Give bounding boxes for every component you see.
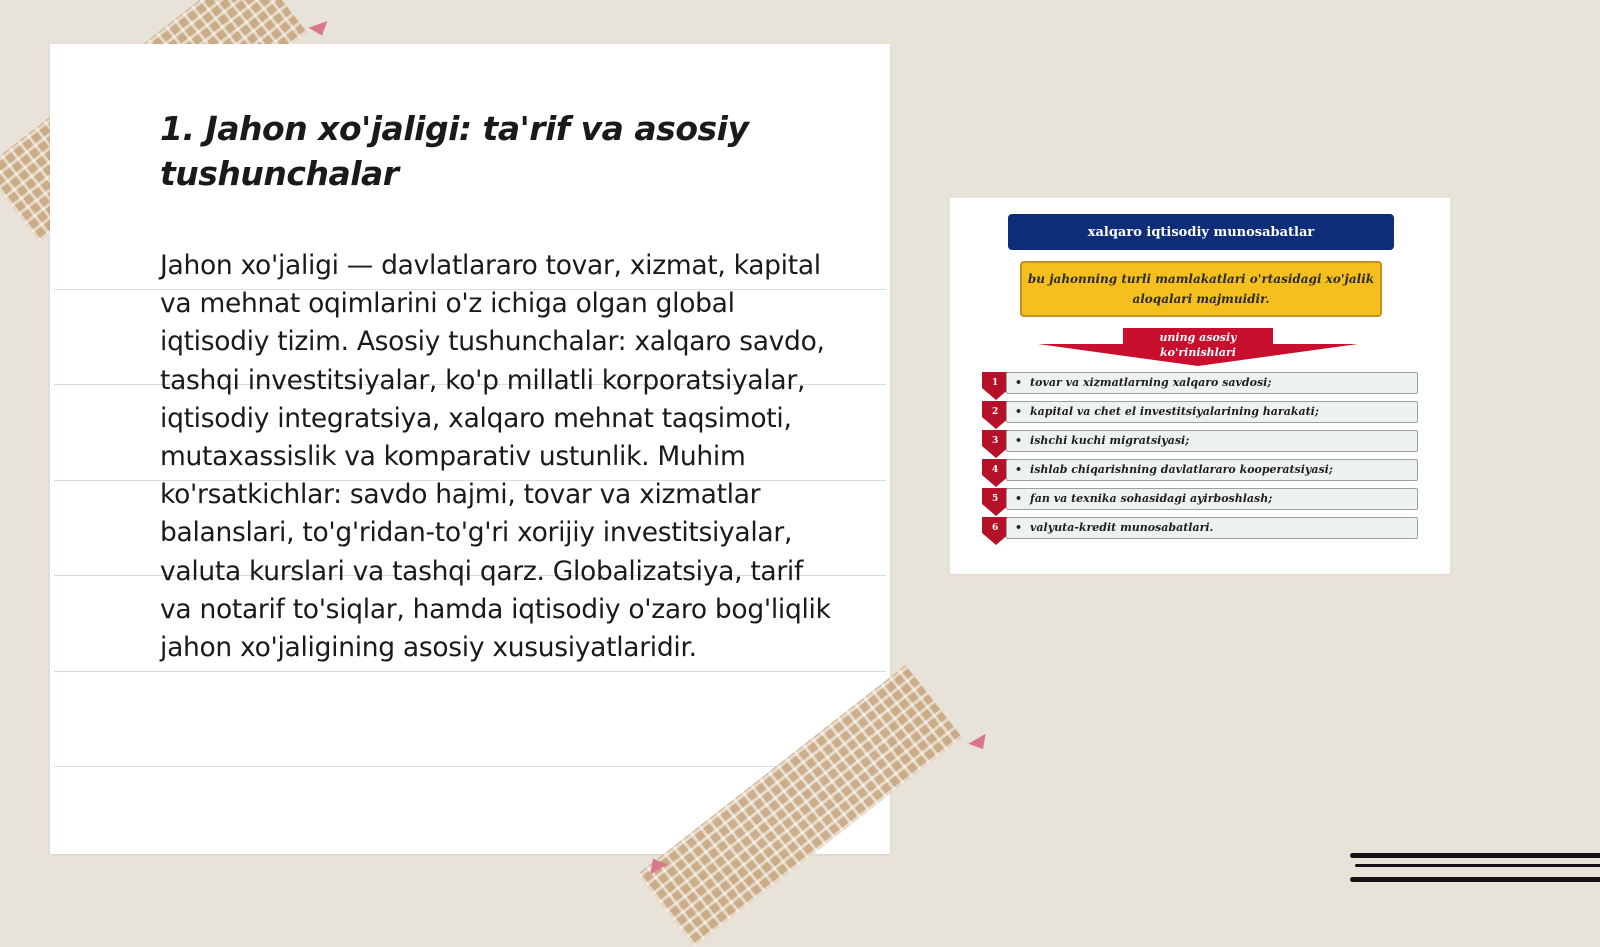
item-box [1006,517,1418,539]
diagram-list-item [982,372,1418,396]
diagram-image [950,198,1450,574]
item-text: tovar va xizmatlarning xalqaro savdosi; [1030,376,1272,389]
brush-stroke [1355,864,1600,867]
bullet-icon: • [1015,463,1023,476]
item-box [1006,459,1418,481]
item-text: fan va texnika sohasidagi ayirboshlash; [1030,492,1273,505]
diagram-arrow-label: uning asosiy ko'rinishlari [1159,331,1237,359]
pin-top [309,21,332,39]
bullet-icon: • [1015,376,1023,389]
item-number: 6 [992,523,999,533]
brush-stroke [1350,853,1600,858]
item-box [1006,401,1418,423]
ruled-line [54,766,886,767]
item-number: 5 [992,494,999,504]
item-number: 4 [992,465,999,475]
diagram-definition: bu jahonning turli mamlakatlari o'rtasidagi xo'jalik aloqalari majmuidir. [1020,261,1382,317]
diagram-list-item [982,430,1418,454]
diagram-list-item [982,401,1418,425]
diagram-list-item [982,488,1418,512]
slide-body: Jahon xo'jaligi — davlatlararo tovar, xizmat, kapital va mehnat oqimlarini o'z ichiga olgan global iqtisodiy tizim. Asosiy tushunchalar: xalqaro savdo, tashqi investitsiyalar, ko'p millatli korporatsiyalar, iqtisodiy integratsiya, xalqaro mehnat taqsimoti, mutaxassislik va komparativ ustunlik. Muhim ko'rsatkichlar: savdo hajmi, tovar va xizmatlar balanslari, to'g'ridan-to'g'ri xorijiy investitsiyalar, valuta kurslari va tashqi qarz. Globalizatsiya, tarif va notarif to'siqlar, hamda iqtisodiy o'zaro bog'liqlik jahon xo'jaligining asosiy xususiyatlaridir. [160,250,831,664]
item-box [1006,372,1418,394]
item-text: valyuta-kredit munosabatlari. [1030,521,1214,534]
diagram-list-item [982,459,1418,483]
item-text: ishchi kuchi migratsiyasi; [1030,434,1190,447]
pin-bottom-right [968,734,991,754]
brush-stroke [1350,877,1600,882]
slide-title: 1. Jahon xo'jaligi: ta'rif va asosiy tushunchalar [160,109,749,193]
diagram-header: xalqaro iqtisodiy munosabatlar [1008,214,1394,250]
item-number: 1 [992,378,999,388]
item-box [1006,488,1418,510]
bullet-icon: • [1015,492,1023,505]
bullet-icon: • [1015,521,1023,534]
item-text: kapital va chet el investitsiyalarining harakati; [1030,405,1319,418]
ruled-line [54,671,886,672]
item-number: 2 [992,407,999,417]
diagram-list-item [982,517,1418,541]
item-box [1006,430,1418,452]
notebook-paper [50,44,890,854]
item-text: ishlab chiqarishning davlatlararo kooperatsiyasi; [1030,463,1333,476]
bullet-icon: • [1015,405,1023,418]
bullet-icon: • [1015,434,1023,447]
item-number: 3 [992,436,999,446]
